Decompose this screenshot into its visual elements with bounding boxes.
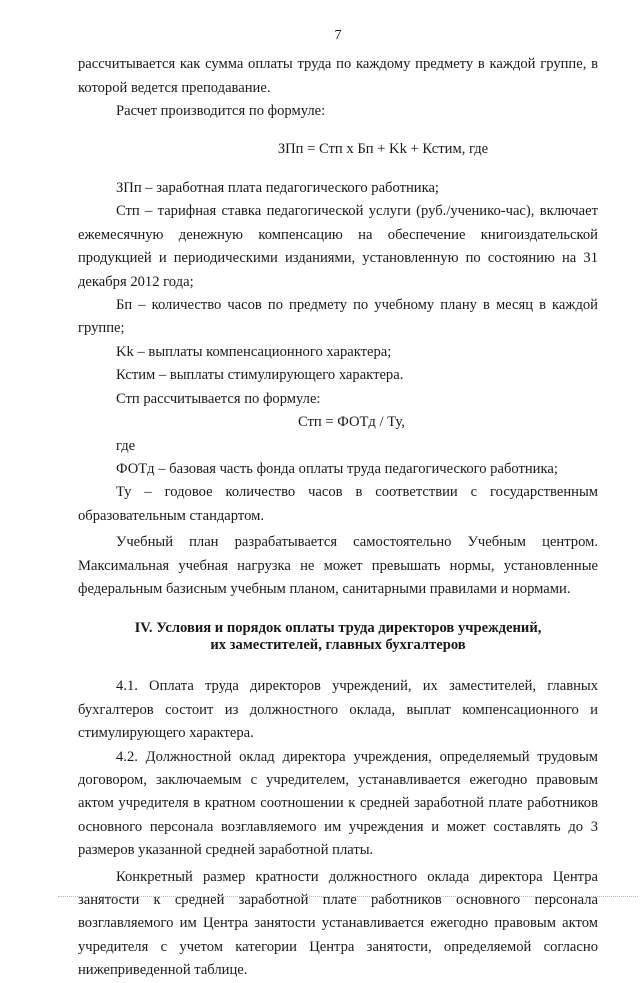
- paragraph-curriculum: Учебный план разрабатывается самостоятельно Учебным центром. Максимальная учебная нагрузка не может превышать нормы, установленные федеральным базисным учебным планом, санитарными правилами и нормами.: [78, 534, 598, 597]
- section-heading-line2: их заместителей, главных бухгалтеров: [210, 637, 466, 654]
- paragraph-continuation: рассчитывается как сумма оплаты труда по каждому предмету в каждой группе, в которой ведется преподавание.: [78, 56, 598, 96]
- definition-kk: Kk – выплаты компенсационного характера;: [116, 343, 392, 360]
- formula-salary: ЗПп = Стп х Бп + Kk + Кстим, где: [277, 140, 489, 157]
- definition-stp: Стп – тарифная ставка педагогической услуги (руб./ученико-час), включает ежемесячную денежную компенсацию на обеспечение книгоиздательской продукцией и периодическими изданиями, установленную по состоянию на 31 декабря 2012 года;: [78, 203, 598, 290]
- page-number: 7: [334, 28, 342, 43]
- definition-kstim: Кстим – выплаты стимулирующего характера.: [116, 367, 404, 384]
- page-bottom-rule: [58, 896, 638, 897]
- paragraph-multiplicity: Конкретный размер кратности должностного оклада директора Центра занятости к средней заработной плате работников основного персонала возглавляемого им Центра занятости устанавливается ежегодно правовым актом учредителя с учетом категории Центра занятости, определяемой согласно нижеприведенной таблице.: [78, 868, 598, 979]
- definition-fotd: ФОТд – базовая часть фонда оплаты труда педагогического работника;: [116, 460, 558, 477]
- formula-stp: Стп = ФОТд / Ту,: [298, 414, 405, 431]
- definition-stp-formula-intro: Стп рассчитывается по формуле:: [116, 390, 321, 407]
- paragraph-4-1: 4.1. Оплата труда директоров учреждений, их заместителей, главных бухгалтеров состоит из должностного оклада, выплат компенсационного и стимулирующего характера.: [78, 678, 598, 742]
- section-heading: [78, 620, 598, 654]
- document-page: [78, 24, 598, 983]
- paragraph-4-2: 4.2. Должностной оклад директора учреждения, определяемый трудовым договором, заключаемым с учредителем, устанавливается ежегодно правовым актом учредителя в кратном соотношении к средней заработной плате работников основного персонала возглавляемого им учреждения и может составлять до 3 размеров указанной средней заработной платы.: [78, 748, 598, 859]
- where-label: где: [116, 437, 136, 454]
- definition-tu: Ту – годовое количество часов в соответствии с государственным образовательным стандартом.: [78, 484, 598, 524]
- definition-bp: Бп – количество часов по предмету по учебному плану в месяц в каждой группе;: [78, 297, 598, 337]
- definition-zpp: ЗПп – заработная плата педагогического работника;: [116, 180, 439, 197]
- paragraph-formula-intro: Расчет производится по формуле:: [116, 103, 326, 120]
- section-heading-line1: IV. Условия и порядок оплаты труда директоров учреждений,: [134, 620, 542, 637]
